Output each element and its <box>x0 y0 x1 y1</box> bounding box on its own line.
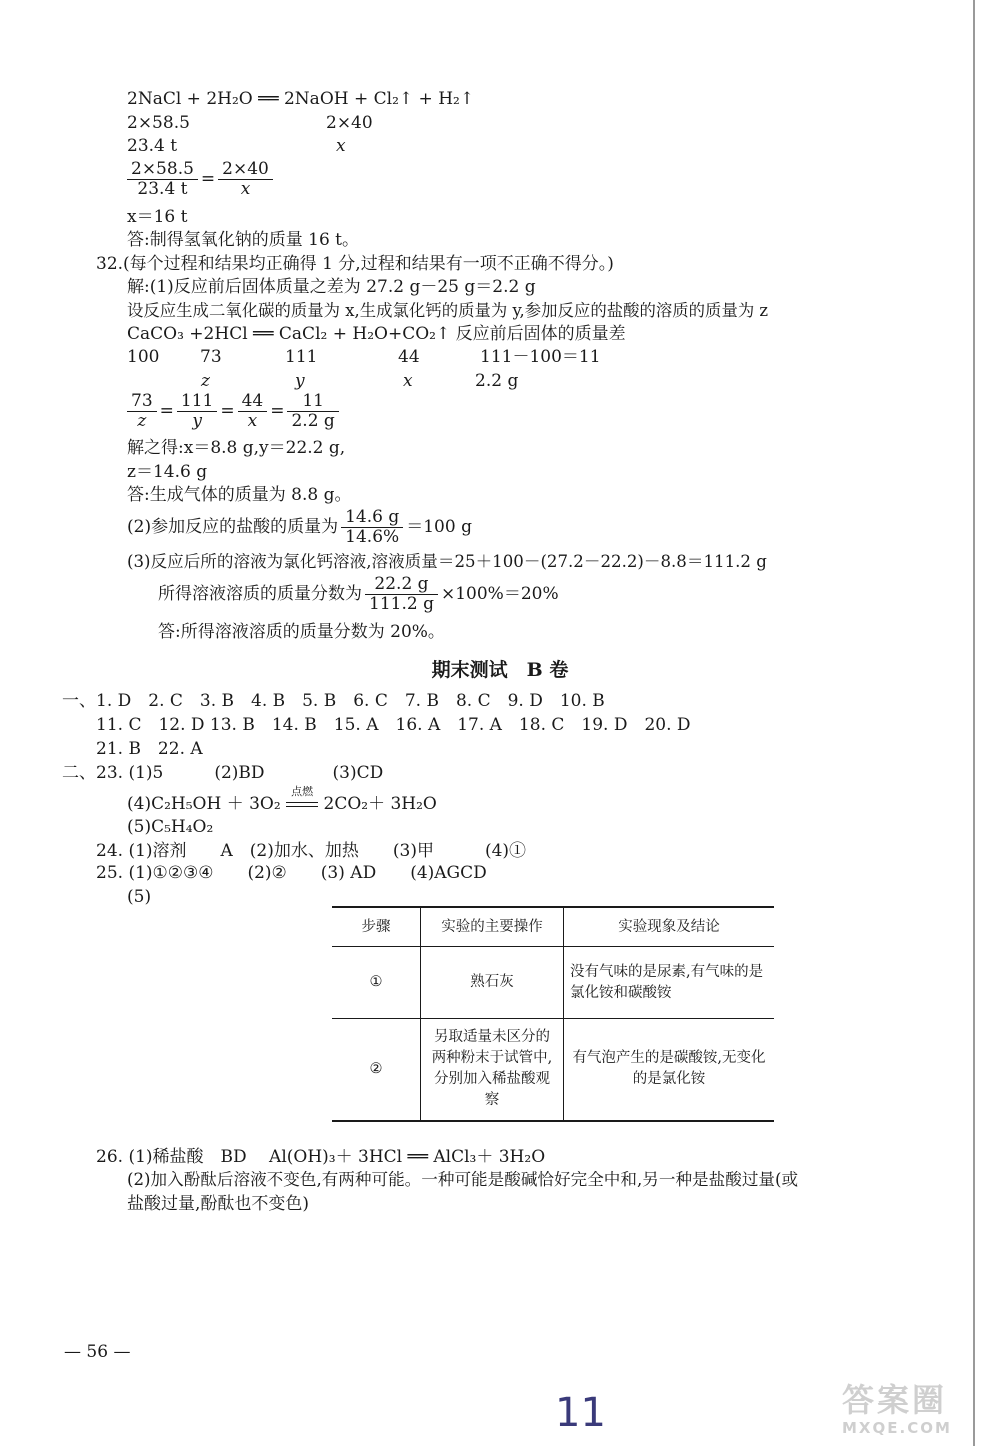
q32-mass-73: 73 <box>200 347 222 367</box>
section-title: 期末测试 B 卷 <box>431 659 569 681</box>
q32-part3: (3)反应后所的溶液为氯化钙溶液,溶液质量＝25＋100－(27.2－22.2)－8.8＝111.2 g <box>127 552 767 571</box>
experiment-table <box>332 906 774 1122</box>
q32-proportion: $\frac{73}{z}$ = $\frac{111}{y}$ = $\frac{44}{x}$ = $\frac{11}{2.2 g}$ <box>124 392 342 431</box>
fraction: $\frac{2\times 58.5}{23.4 t}$ <box>127 160 198 199</box>
equation-nacl: 2NaCl + 2H₂O ══ 2NaOH + Cl₂↑ + H₂↑ <box>127 89 475 109</box>
q32-mass-44: 44 <box>398 347 420 367</box>
table-cell: 熟石灰 <box>421 947 564 1019</box>
table-row <box>332 947 774 1019</box>
reaction-condition-arrow: 点燃 <box>286 794 318 816</box>
fraction: $\frac{22.2 g}{111.2 g}$ <box>365 575 438 614</box>
fraction: $\frac{2\times 40}{x}$ <box>218 160 273 199</box>
q32-solve2: z＝14.6 g <box>127 462 208 482</box>
q23-line3: (5)C₅H₄O₂ <box>127 817 214 837</box>
table-cell: 有气泡产生的是碳酸铵,无变化的是氯化铵 <box>564 1019 775 1121</box>
mc-row-2: 11. C 12. D 13. B 14. B 15. A 16. A 17. A 18. C 19. D 20. D <box>96 715 691 735</box>
table-header-step: 步骤 <box>332 907 421 947</box>
q25-line2: (5) <box>127 887 152 907</box>
table-header-result: 实验现象及结论 <box>564 907 775 947</box>
q32-mass-diff: 111－100＝11 <box>480 347 601 367</box>
mc-row-3: 21. B 22. A <box>96 739 203 759</box>
q26-line1: 26. (1)稀盐酸 BD Al(OH)₃＋ 3HCl ══ AlCl₃＋ 3H₂O <box>96 1147 546 1167</box>
q32-part3-fraction: 所得溶液溶质的质量分数为 $\frac{22.2 g}{111.2 g}$ ×100%＝20% <box>158 574 559 614</box>
mass-ratio-right: 2×40 <box>326 113 373 133</box>
q25-line1: 25. (1)①②③④ (2)② (3) AD (4)AGCD <box>96 863 487 883</box>
q32-setup: 设反应生成二氧化碳的质量为 x,生成氯化钙的质量为 y,参加反应的盐酸的溶质的质量为 z <box>127 301 769 320</box>
answer-naoh: 答:制得氢氧化钠的质量 16 t。 <box>127 230 359 250</box>
q26-line3: 盐酸过量,酚酞也不变色) <box>127 1194 310 1214</box>
q32-var-x: x <box>403 371 413 391</box>
fraction: $\frac{111}{y}$ <box>177 392 217 431</box>
q32-step1: 解:(1)反应前后固体质量之差为 27.2 g－25 g＝2.2 g <box>127 277 536 297</box>
q24: 24. (1)溶剂 A (2)加水、加热 (3)甲 (4)① <box>96 841 527 861</box>
page-edge-line <box>973 0 975 1446</box>
mc-row-1: 一、1. D 2. C 3. B 4. B 5. B 6. C 7. B 8. C 9. D 10. B <box>62 691 605 711</box>
q32-solve1: 解之得:x＝8.8 g,y＝22.2 g, <box>127 438 346 458</box>
page-number: — 56 — <box>64 1342 131 1362</box>
fraction: $\frac{11}{2.2 g}$ <box>287 392 338 431</box>
q23-line2: (4)C₂H₅OH ＋ 3O₂ 点燃 2CO₂＋ 3H₂O <box>127 784 437 814</box>
table-cell: 没有气味的是尿素,有气味的是氯化铵和碳酸铵 <box>564 947 775 1019</box>
q26-line2: (2)加入酚酞后溶液不变色,有两种可能。一种可能是酸碱恰好完全中和,另一种是盐酸过量(或 <box>127 1170 799 1189</box>
table-cell: 另取适量未区分的两种粉末于试管中,分别加入稀盐酸观察 <box>421 1019 564 1121</box>
proportion-nacl: $\frac{2\times 58.5}{23.4 t}$ = $\frac{2\times 40}{x}$ <box>124 160 276 199</box>
given-mass: 23.4 t <box>127 136 178 156</box>
q32-part2: (2)参加反应的盐酸的质量为 $\frac{14.6 g}{14.6\%}$ ＝100 g <box>127 507 472 547</box>
q23-line1: 二、23. (1)5 (2)BD (3)CD <box>62 763 384 783</box>
table-cell: ① <box>332 947 421 1019</box>
mass-ratio-left: 2×58.5 <box>127 113 190 133</box>
q32-answer3: 答:所得溶液溶质的质量分数为 20%。 <box>158 622 445 642</box>
table-row <box>332 1019 774 1121</box>
table-cell: ② <box>332 1019 421 1121</box>
handwritten-mark: 11 <box>555 1390 606 1436</box>
q32-header: 32.(每个过程和结果均正确得 1 分,过程和结果有一项不正确不得分。) <box>96 254 614 274</box>
table-header-operation: 实验的主要操作 <box>421 907 564 947</box>
q32-diff-value: 2.2 g <box>475 371 519 391</box>
result-x: x＝16 t <box>127 207 188 227</box>
q32-mass-111: 111 <box>285 347 318 367</box>
fraction: $\frac{44}{x}$ <box>238 392 268 431</box>
unknown-x: x <box>336 136 346 156</box>
q32-mass-100: 100 <box>127 347 160 367</box>
table-header-row <box>332 907 774 947</box>
q32-answer1: 答:生成气体的质量为 8.8 g。 <box>127 485 352 505</box>
q32-equation: CaCO₃ +2HCl ══ CaCl₂ + H₂O+CO₂↑ 反应前后固体的质量差 <box>127 324 626 344</box>
q32-var-y: y <box>295 371 305 391</box>
q32-var-z: z <box>201 371 210 391</box>
fraction: $\frac{14.6 g}{14.6\%}$ <box>341 508 403 547</box>
watermark-logo: 答案圈 MXQE.COM <box>842 1381 952 1437</box>
fraction: $\frac{73}{z}$ <box>127 392 157 431</box>
